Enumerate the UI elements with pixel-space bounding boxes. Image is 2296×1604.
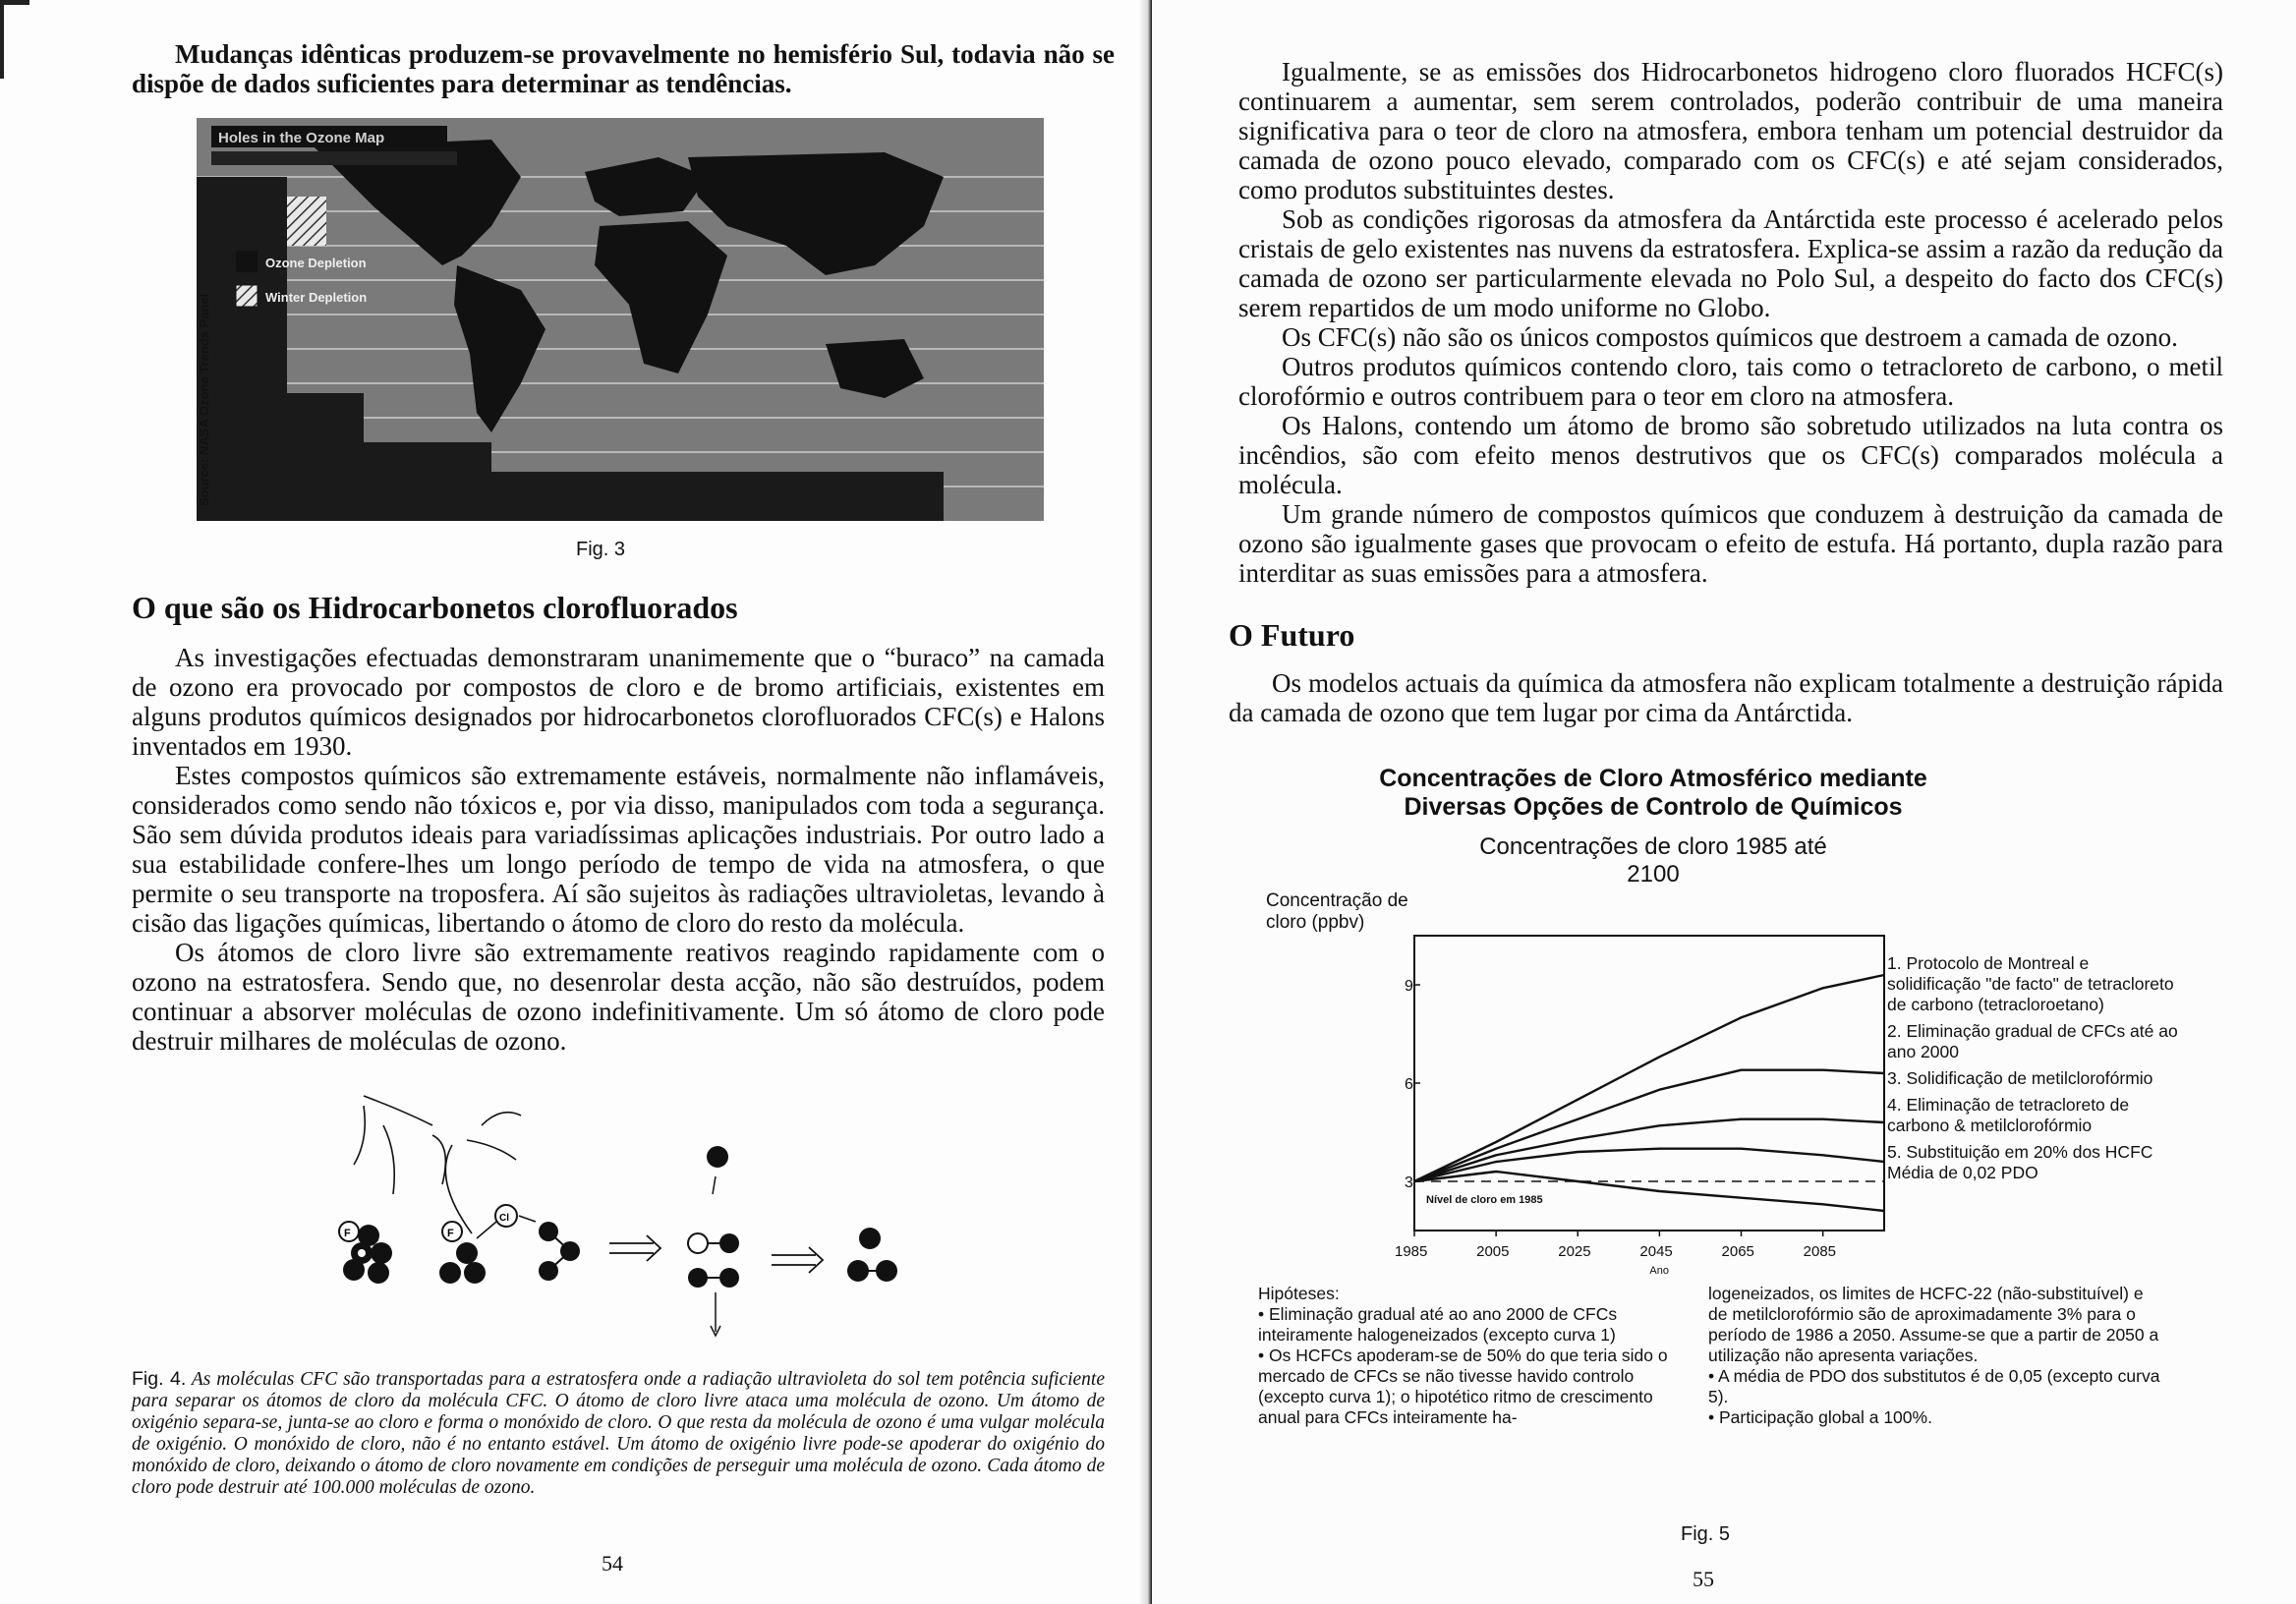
right-paragraph-5: Os Halons, contendo um átomo de bromo são sobretudo utilizados na luta contra os incêndios, são com efeito menos destrutivos que os CFC(s) comparados molécula a molécula. <box>1238 411 2223 499</box>
legend-item-2: 2. Eliminação gradual de CFCs até ao ano 2000 <box>1887 1021 2178 1061</box>
x-tick-label: 2025 <box>1558 1243 1591 1260</box>
cfc-molecule-1 <box>339 1222 392 1284</box>
right-page-number: 55 <box>1693 1567 1714 1591</box>
chart-legend <box>1887 953 2182 1189</box>
free-chlorine-and-oxygen <box>847 1228 897 1282</box>
left-intro-paragraph: Mudanças idênticas produzem-se provavelmente no hemisfério Sul, todavia não se dispõe de dados suficientes para determinar as tendências. <box>132 39 1115 98</box>
hypotheses-column-2 <box>1708 1284 2160 1428</box>
ozone-molecule <box>539 1222 580 1281</box>
fig5-caption: Fig. 5 <box>1681 1523 1731 1545</box>
futuro-paragraph: Os modelos actuais da química da atmosfera não explicam totalmente a destruição rápida da camada de ozono que tem lugar por cima da Antárctida. <box>1229 668 2223 727</box>
right-paragraph-6: Um grande número de compostos químicos que conduzem à destruição da camada de ozono são igualmente gases que provocam o efeito de estufa. Há portanto, dupla razão para interditar as suas emissões para a atmosfera. <box>1238 499 2223 588</box>
legend-item-5: 5. Substituição em 20% dos HCFC Média de 0,02 PDO <box>1887 1142 2153 1182</box>
series-line-1 <box>1414 975 1884 1181</box>
y-tick-label: 3 <box>1405 1174 1413 1191</box>
ozone-bar-4 <box>197 472 944 521</box>
right-paragraph-3: Os CFC(s) não são os únicos compostos químicos que destroem a camada de ozono. <box>1282 322 2178 352</box>
winter-bar <box>287 197 326 246</box>
legend-item-3: 3. Solidificação de metilclorofórmio <box>1887 1068 2153 1088</box>
hypothesis-1: • Eliminação gradual até ao ano 2000 de CFCs inteiramente halogeneizados (excepto curva 1) <box>1258 1304 1618 1345</box>
cfc-section-body <box>132 643 1105 1056</box>
x-tick-label: 2065 <box>1721 1243 1754 1260</box>
reference-line-label: Nível de cloro em 1985 <box>1426 1194 1543 1206</box>
reaction-arrow-2 <box>772 1247 823 1273</box>
cfc-reaction-diagram <box>324 1086 914 1351</box>
x-tick-label: 2045 <box>1639 1243 1673 1260</box>
left-paragraph-1: As investigações efectuadas demonstraram unanimemente que o “buraco” na camada de ozono era provocado por compostos de cloro e de bromo artificiais, existentes em alguns produtos químicos designados por hidrocarbonetos clorofluorados CFC(s) e Halons inventados em 1930. <box>132 643 1105 761</box>
legend-ozone-depletion: Ozone Depletion <box>265 256 367 270</box>
ozone-map-title: Holes in the Ozone Map <box>218 130 385 146</box>
chart-plot-frame <box>1414 936 1884 1231</box>
right-page <box>1152 0 2296 1604</box>
left-paragraph-2: Estes compostos químicos são extremamente estáveis, normalmente não inflamáveis, considerados como sendo não tóxicos e, por via disso, manipulados com toda a segurança. São sem dúvida produtos ideais para variadíssimas aplicações industriais. Por outro lado a sua estabilidade confere-lhes um longo período de tempo de vida na atmosfera, o que permite o seu transporte na troposfera. Aí são sujeitos às radiações ultravioletas, levando à cisão das ligações químicas, libertando o átomo de cloro do resto da molécula. <box>132 761 1105 938</box>
svg-text:F: F <box>447 1228 454 1239</box>
fig4-caption-text: As moléculas CFC são transportadas para a estratosfera onde a radiação ultravioleta do sol tem potência suficiente para separar os átomos de cloro da molécula CFC. O átomo de cloro livre ataca uma molécula de ozono. Um átomo de oxigénio separa-se, junta-se ao cloro e forma o monóxido de cloro. O que resta da molécula de ozono é uma vulgar molécula de oxigénio. O monóxido de cloro, não é no entanto estável. Um átomo de oxigénio livre pode-se apoderar do oxigénio do monóxido de cloro, deixando o átomo de cloro novamente em condições de perseguir uma molécula de ozono. Cada átomo de cloro pode destruir até 100.000 moléculas de ozono. <box>132 1369 1105 1498</box>
right-paragraph-2: Sob as condições rigorosas da atmosfera da Antárctida este processo é acelerado pelos cristais de gelo existentes nas nuvens da estratosfera. Explica-se assim a razão da redução da camada de ozono ser particularmente elevada no Polo Sul, a despeito do facto dos CFC(s) serem repartidos de um modo uniforme no Globo. <box>1238 204 2223 322</box>
chart-title: Concentrações de Cloro Atmosférico mediante Diversas Opções de Controlo de Químicos <box>1379 765 1927 821</box>
right-body-paragraphs <box>1238 57 2223 588</box>
left-page-number: 54 <box>602 1551 623 1575</box>
svg-text:Cl: Cl <box>499 1213 509 1224</box>
x-tick-label: 1985 <box>1395 1243 1428 1260</box>
legend-winter-depletion: Winter Depletion <box>265 290 368 305</box>
chart-subtitle: Concentrações de cloro 1985 até 2100 <box>1479 833 1827 888</box>
right-paragraph-1: Igualmente, se as emissões dos Hidrocarbonetos hidrogeno cloro fluorados HCFC(s) continuarem a aumentar, sem serem controlados, poderão contribuir de uma maneira significativa para o teor de cloro na atmosfera, embora tenham um potencial destruidor da camada de ozono pouco elevado, comparado com os CFC(s) e até sejam considerados, como produtos substituintes destes. <box>1238 57 2223 204</box>
y-tick-label: 9 <box>1405 978 1413 995</box>
hypotheses-column-1 <box>1258 1284 1691 1428</box>
ozone-world-map <box>197 118 1044 521</box>
reaction-arrow-1 <box>609 1235 660 1261</box>
ozone-map-figure <box>197 118 1044 521</box>
ozone-map-source <box>189 295 218 511</box>
hypotheses-label: Hipóteses: <box>1258 1284 1340 1303</box>
cfc-section-heading: O que são os Hidrocarbonetos clorofluorados <box>132 590 738 625</box>
cfc-molecule-2 <box>439 1205 536 1284</box>
chlorine-monoxide-molecule <box>688 1146 739 1336</box>
hypothesis-2-continued: logeneizados, os limites de HCFC-22 (não-substituível) e de metilclorofórmio são de aproximadamente 3% para o período de 1986 a 2050. Assume-se que a partir de 2050 a utilização não apresenta variações. <box>1708 1284 2159 1365</box>
svg-text:F: F <box>344 1228 351 1239</box>
y-tick-label: 6 <box>1405 1076 1413 1093</box>
hypothesis-3: • A média de PDO dos substitutos é de 0,05 (excepto curva 5). <box>1708 1366 2160 1406</box>
futuro-heading: O Futuro <box>1229 617 1355 653</box>
right-paragraph-4: Outros produtos químicos contendo cloro, tais como o tetracloreto de carbono, o metil clorofórmio e outros contribuem para o teor em cloro na atmosfera. <box>1238 352 2223 411</box>
page-corner-mark <box>0 0 29 79</box>
legend-item-4: 4. Eliminação de tetracloreto de carbono & metilclorofórmio <box>1887 1095 2130 1135</box>
x-tick-label: 2085 <box>1803 1243 1837 1260</box>
chart-y-axis-label: Concentração de cloro (ppbv) <box>1266 890 1408 933</box>
hypothesis-2: • Os HCFCs apoderam-se de 50% do que teria sido o mercado de CFCs se não tivesse havido controlo (excepto curva 1); o hipotético ritmo de crescimento anual para CFCs inteiramente ha- <box>1258 1346 1668 1427</box>
x-axis-label: Ano <box>1649 1265 1669 1277</box>
fig3-caption: Fig. 3 <box>576 539 626 560</box>
ozone-map-source-text: Source: NASA Ozone Trends Panel <box>197 295 211 506</box>
legend-item-1: 1. Protocolo de Montreal e solidificação "de facto" de tetracloreto de carbono (tetracloroetano) <box>1887 953 2174 1014</box>
hypothesis-4: • Participação global a 100%. <box>1708 1407 1932 1427</box>
fig4-caption-label: Fig. 4. <box>132 1368 187 1390</box>
fig4-caption <box>132 1368 1105 1499</box>
left-paragraph-3: Os átomos de cloro livre são extremamente reativos reagindo rapidamente com o ozono na estratosfera. Sendo que, no desenrolar desta acção, não são destruídos, podem continuar a absorver moléculas de ozono indefinitivamente. Um só átomo de cloro pode destruir milhares de moléculas de ozono. <box>132 938 1105 1056</box>
x-tick-label: 2005 <box>1476 1243 1510 1260</box>
